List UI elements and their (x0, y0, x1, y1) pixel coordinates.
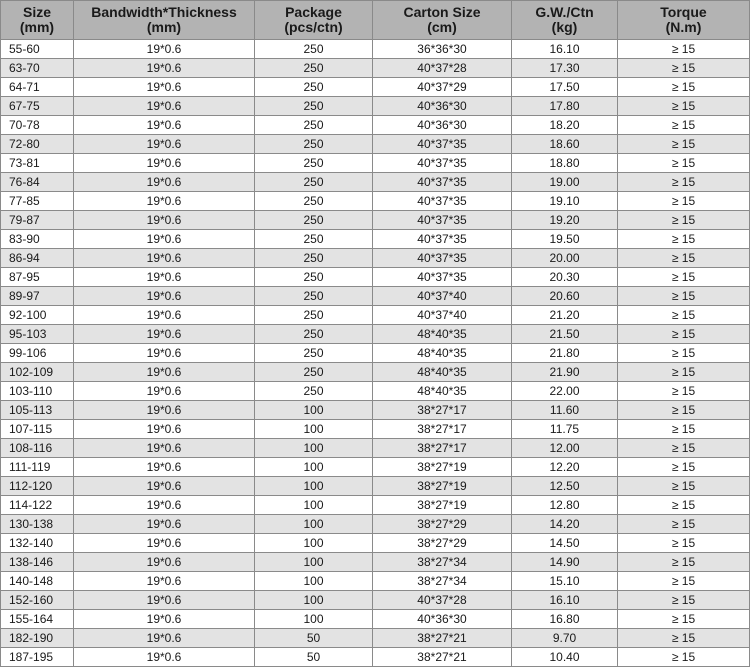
size-cell: 72-80 (1, 135, 74, 154)
carton-size-cell: 38*27*29 (373, 534, 512, 553)
gross-weight-cell: 18.60 (512, 135, 618, 154)
gross-weight-cell: 15.10 (512, 572, 618, 591)
bandwidth-thickness-cell: 19*0.6 (74, 477, 255, 496)
carton-size-cell: 40*37*28 (373, 591, 512, 610)
torque-cell: ≥ 15 (618, 648, 750, 667)
table-body (1, 40, 750, 667)
header-gross-weight: G.W./Ctn (kg) (512, 1, 618, 40)
header-package: Package (pcs/ctn) (255, 1, 373, 40)
bandwidth-thickness-cell: 19*0.6 (74, 59, 255, 78)
gross-weight-cell: 19.10 (512, 192, 618, 211)
package-cell: 250 (255, 344, 373, 363)
table-row (1, 534, 750, 553)
package-cell: 100 (255, 401, 373, 420)
package-cell: 250 (255, 306, 373, 325)
gross-weight-cell: 22.00 (512, 382, 618, 401)
table-header (1, 1, 750, 40)
carton-size-cell: 40*37*40 (373, 306, 512, 325)
table-row (1, 458, 750, 477)
size-cell: 87-95 (1, 268, 74, 287)
gross-weight-cell: 18.80 (512, 154, 618, 173)
gross-weight-cell: 21.20 (512, 306, 618, 325)
torque-cell: ≥ 15 (618, 154, 750, 173)
table-row (1, 629, 750, 648)
torque-cell: ≥ 15 (618, 59, 750, 78)
carton-size-cell: 38*27*17 (373, 401, 512, 420)
gross-weight-cell: 9.70 (512, 629, 618, 648)
torque-cell: ≥ 15 (618, 363, 750, 382)
torque-cell: ≥ 15 (618, 591, 750, 610)
package-cell: 250 (255, 287, 373, 306)
carton-size-cell: 40*36*30 (373, 610, 512, 629)
bandwidth-thickness-cell: 19*0.6 (74, 591, 255, 610)
carton-size-cell: 40*37*35 (373, 249, 512, 268)
package-cell: 100 (255, 553, 373, 572)
carton-size-cell: 38*27*29 (373, 515, 512, 534)
header-bandwidth-thickness: Bandwidth*Thickness (mm) (74, 1, 255, 40)
bandwidth-thickness-cell: 19*0.6 (74, 401, 255, 420)
carton-size-cell: 40*37*35 (373, 135, 512, 154)
bandwidth-thickness-cell: 19*0.6 (74, 154, 255, 173)
table-row (1, 610, 750, 629)
size-cell: 130-138 (1, 515, 74, 534)
size-cell: 99-106 (1, 344, 74, 363)
package-cell: 250 (255, 135, 373, 154)
carton-size-cell: 40*37*35 (373, 154, 512, 173)
torque-cell: ≥ 15 (618, 135, 750, 154)
torque-cell: ≥ 15 (618, 230, 750, 249)
bandwidth-thickness-cell: 19*0.6 (74, 515, 255, 534)
bandwidth-thickness-cell: 19*0.6 (74, 306, 255, 325)
bandwidth-thickness-cell: 19*0.6 (74, 363, 255, 382)
package-cell: 100 (255, 477, 373, 496)
torque-cell: ≥ 15 (618, 97, 750, 116)
package-cell: 50 (255, 629, 373, 648)
torque-cell: ≥ 15 (618, 629, 750, 648)
size-cell: 187-195 (1, 648, 74, 667)
size-cell: 152-160 (1, 591, 74, 610)
size-cell: 77-85 (1, 192, 74, 211)
carton-size-cell: 38*27*19 (373, 477, 512, 496)
size-cell: 103-110 (1, 382, 74, 401)
bandwidth-thickness-cell: 19*0.6 (74, 97, 255, 116)
bandwidth-thickness-cell: 19*0.6 (74, 534, 255, 553)
package-cell: 100 (255, 496, 373, 515)
carton-size-cell: 48*40*35 (373, 382, 512, 401)
table-row (1, 249, 750, 268)
header-row (1, 1, 750, 40)
torque-cell: ≥ 15 (618, 420, 750, 439)
table-row (1, 496, 750, 515)
package-cell: 250 (255, 192, 373, 211)
size-cell: 79-87 (1, 211, 74, 230)
table-row (1, 591, 750, 610)
table-row (1, 287, 750, 306)
torque-cell: ≥ 15 (618, 173, 750, 192)
gross-weight-cell: 19.20 (512, 211, 618, 230)
torque-cell: ≥ 15 (618, 515, 750, 534)
gross-weight-cell: 11.60 (512, 401, 618, 420)
torque-cell: ≥ 15 (618, 211, 750, 230)
carton-size-cell: 40*36*30 (373, 116, 512, 135)
table-row (1, 230, 750, 249)
bandwidth-thickness-cell: 19*0.6 (74, 420, 255, 439)
size-cell: 182-190 (1, 629, 74, 648)
table-row (1, 477, 750, 496)
carton-size-cell: 38*27*19 (373, 458, 512, 477)
bandwidth-thickness-cell: 19*0.6 (74, 382, 255, 401)
table-row (1, 59, 750, 78)
table-row (1, 116, 750, 135)
header-size: Size (mm) (1, 1, 74, 40)
size-cell: 73-81 (1, 154, 74, 173)
carton-size-cell: 40*37*35 (373, 173, 512, 192)
bandwidth-thickness-cell: 19*0.6 (74, 211, 255, 230)
gross-weight-cell: 21.50 (512, 325, 618, 344)
bandwidth-thickness-cell: 19*0.6 (74, 439, 255, 458)
bandwidth-thickness-cell: 19*0.6 (74, 116, 255, 135)
gross-weight-cell: 11.75 (512, 420, 618, 439)
gross-weight-cell: 12.20 (512, 458, 618, 477)
torque-cell: ≥ 15 (618, 306, 750, 325)
size-cell: 138-146 (1, 553, 74, 572)
torque-cell: ≥ 15 (618, 496, 750, 515)
gross-weight-cell: 14.20 (512, 515, 618, 534)
package-cell: 100 (255, 591, 373, 610)
bandwidth-thickness-cell: 19*0.6 (74, 648, 255, 667)
gross-weight-cell: 14.50 (512, 534, 618, 553)
table-row (1, 135, 750, 154)
size-cell: 111-119 (1, 458, 74, 477)
carton-size-cell: 36*36*30 (373, 40, 512, 59)
bandwidth-thickness-cell: 19*0.6 (74, 268, 255, 287)
torque-cell: ≥ 15 (618, 610, 750, 629)
table-row (1, 40, 750, 59)
bandwidth-thickness-cell: 19*0.6 (74, 572, 255, 591)
torque-cell: ≥ 15 (618, 439, 750, 458)
table-row (1, 553, 750, 572)
bandwidth-thickness-cell: 19*0.6 (74, 610, 255, 629)
torque-cell: ≥ 15 (618, 287, 750, 306)
carton-size-cell: 38*27*34 (373, 572, 512, 591)
carton-size-cell: 48*40*35 (373, 344, 512, 363)
torque-cell: ≥ 15 (618, 268, 750, 287)
package-cell: 250 (255, 211, 373, 230)
size-cell: 132-140 (1, 534, 74, 553)
gross-weight-cell: 14.90 (512, 553, 618, 572)
package-cell: 250 (255, 249, 373, 268)
carton-size-cell: 40*36*30 (373, 97, 512, 116)
package-cell: 100 (255, 458, 373, 477)
carton-size-cell: 48*40*35 (373, 363, 512, 382)
gross-weight-cell: 12.00 (512, 439, 618, 458)
size-cell: 108-116 (1, 439, 74, 458)
bandwidth-thickness-cell: 19*0.6 (74, 458, 255, 477)
package-cell: 250 (255, 40, 373, 59)
table-row (1, 78, 750, 97)
torque-cell: ≥ 15 (618, 572, 750, 591)
torque-cell: ≥ 15 (618, 382, 750, 401)
package-cell: 250 (255, 268, 373, 287)
gross-weight-cell: 18.20 (512, 116, 618, 135)
gross-weight-cell: 20.30 (512, 268, 618, 287)
gross-weight-cell: 12.50 (512, 477, 618, 496)
torque-cell: ≥ 15 (618, 78, 750, 97)
torque-cell: ≥ 15 (618, 477, 750, 496)
torque-cell: ≥ 15 (618, 192, 750, 211)
gross-weight-cell: 17.80 (512, 97, 618, 116)
torque-cell: ≥ 15 (618, 401, 750, 420)
gross-weight-cell: 17.50 (512, 78, 618, 97)
gross-weight-cell: 20.60 (512, 287, 618, 306)
carton-size-cell: 40*37*35 (373, 268, 512, 287)
package-cell: 100 (255, 439, 373, 458)
table-row (1, 173, 750, 192)
carton-size-cell: 40*37*35 (373, 230, 512, 249)
package-cell: 250 (255, 325, 373, 344)
table-row (1, 363, 750, 382)
gross-weight-cell: 12.80 (512, 496, 618, 515)
package-cell: 100 (255, 534, 373, 553)
bandwidth-thickness-cell: 19*0.6 (74, 325, 255, 344)
table-row (1, 382, 750, 401)
carton-size-cell: 38*27*34 (373, 553, 512, 572)
bandwidth-thickness-cell: 19*0.6 (74, 230, 255, 249)
size-cell: 112-120 (1, 477, 74, 496)
size-cell: 83-90 (1, 230, 74, 249)
carton-size-cell: 48*40*35 (373, 325, 512, 344)
header-torque: Torque (N.m) (618, 1, 750, 40)
size-cell: 86-94 (1, 249, 74, 268)
size-cell: 92-100 (1, 306, 74, 325)
size-cell: 114-122 (1, 496, 74, 515)
carton-size-cell: 40*37*35 (373, 211, 512, 230)
carton-size-cell: 38*27*21 (373, 629, 512, 648)
table-row (1, 401, 750, 420)
gross-weight-cell: 21.90 (512, 363, 618, 382)
bandwidth-thickness-cell: 19*0.6 (74, 173, 255, 192)
size-cell: 155-164 (1, 610, 74, 629)
bandwidth-thickness-cell: 19*0.6 (74, 344, 255, 363)
carton-size-cell: 40*37*28 (373, 59, 512, 78)
package-cell: 250 (255, 154, 373, 173)
table-row (1, 154, 750, 173)
carton-size-cell: 38*27*19 (373, 496, 512, 515)
table-row (1, 572, 750, 591)
package-cell: 250 (255, 173, 373, 192)
table-row (1, 192, 750, 211)
torque-cell: ≥ 15 (618, 534, 750, 553)
bandwidth-thickness-cell: 19*0.6 (74, 496, 255, 515)
table-row (1, 515, 750, 534)
table-row (1, 439, 750, 458)
torque-cell: ≥ 15 (618, 40, 750, 59)
table-row (1, 325, 750, 344)
carton-size-cell: 40*37*29 (373, 78, 512, 97)
size-cell: 70-78 (1, 116, 74, 135)
torque-cell: ≥ 15 (618, 344, 750, 363)
size-cell: 76-84 (1, 173, 74, 192)
size-cell: 89-97 (1, 287, 74, 306)
package-cell: 50 (255, 648, 373, 667)
size-cell: 140-148 (1, 572, 74, 591)
table-row (1, 306, 750, 325)
bandwidth-thickness-cell: 19*0.6 (74, 40, 255, 59)
package-cell: 100 (255, 420, 373, 439)
torque-cell: ≥ 15 (618, 553, 750, 572)
package-cell: 100 (255, 610, 373, 629)
bandwidth-thickness-cell: 19*0.6 (74, 192, 255, 211)
size-cell: 102-109 (1, 363, 74, 382)
package-cell: 250 (255, 116, 373, 135)
package-cell: 250 (255, 97, 373, 116)
gross-weight-cell: 21.80 (512, 344, 618, 363)
gross-weight-cell: 10.40 (512, 648, 618, 667)
package-cell: 250 (255, 78, 373, 97)
bandwidth-thickness-cell: 19*0.6 (74, 553, 255, 572)
table-row (1, 97, 750, 116)
size-cell: 64-71 (1, 78, 74, 97)
size-cell: 95-103 (1, 325, 74, 344)
gross-weight-cell: 17.30 (512, 59, 618, 78)
size-cell: 67-75 (1, 97, 74, 116)
bandwidth-thickness-cell: 19*0.6 (74, 78, 255, 97)
size-cell: 55-60 (1, 40, 74, 59)
package-cell: 250 (255, 363, 373, 382)
table-row (1, 344, 750, 363)
carton-size-cell: 40*37*40 (373, 287, 512, 306)
package-cell: 250 (255, 382, 373, 401)
carton-size-cell: 38*27*21 (373, 648, 512, 667)
gross-weight-cell: 16.80 (512, 610, 618, 629)
bandwidth-thickness-cell: 19*0.6 (74, 249, 255, 268)
torque-cell: ≥ 15 (618, 325, 750, 344)
package-cell: 250 (255, 230, 373, 249)
gross-weight-cell: 20.00 (512, 249, 618, 268)
gross-weight-cell: 19.50 (512, 230, 618, 249)
gross-weight-cell: 16.10 (512, 591, 618, 610)
package-cell: 100 (255, 572, 373, 591)
size-cell: 105-113 (1, 401, 74, 420)
size-cell: 107-115 (1, 420, 74, 439)
table-row (1, 268, 750, 287)
carton-size-cell: 38*27*17 (373, 439, 512, 458)
bandwidth-thickness-cell: 19*0.6 (74, 287, 255, 306)
gross-weight-cell: 19.00 (512, 173, 618, 192)
torque-cell: ≥ 15 (618, 249, 750, 268)
carton-size-cell: 40*37*35 (373, 192, 512, 211)
bandwidth-thickness-cell: 19*0.6 (74, 629, 255, 648)
package-cell: 100 (255, 515, 373, 534)
torque-cell: ≥ 15 (618, 458, 750, 477)
table-row (1, 420, 750, 439)
table-row (1, 211, 750, 230)
size-cell: 63-70 (1, 59, 74, 78)
bandwidth-thickness-cell: 19*0.6 (74, 135, 255, 154)
package-cell: 250 (255, 59, 373, 78)
header-carton-size: Carton Size (cm) (373, 1, 512, 40)
gross-weight-cell: 16.10 (512, 40, 618, 59)
carton-size-cell: 38*27*17 (373, 420, 512, 439)
torque-cell: ≥ 15 (618, 116, 750, 135)
